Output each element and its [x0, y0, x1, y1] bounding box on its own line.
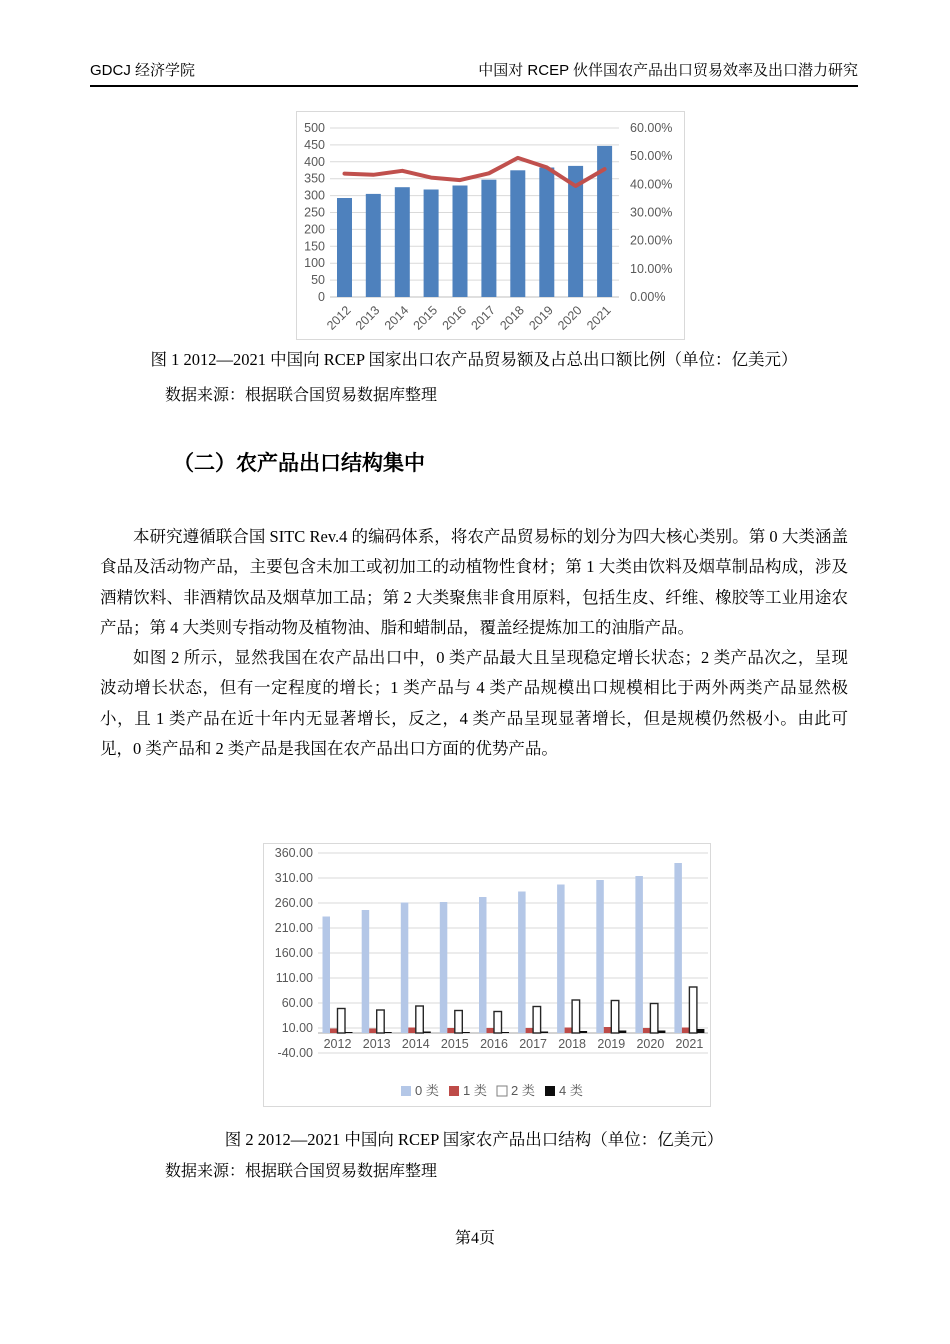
paragraph-1: 本研究遵循联合国 SITC Rev.4 的编码体系，将农产品贸易标的划分为四大核心类别。第 0 大类涵盖食品及活动物产品，主要包含未加工或初加工的动植物性食材；第 1 大类由饮料及烟草制品构成，涉及酒精饮料、非酒精饮品及烟草加工品；第 2 大类聚焦非食用原料，包括生皮、纤维、橡胶等工业用途农产品；第 4 大类则专指动物及植物油、脂和蜡制品，覆盖经提炼加工的油脂产品。 [100, 527, 848, 637]
figure2-caption: 图 2 2012—2021 中国向 RCEP 国家农产品出口结构（单位：亿美元） [224, 1130, 724, 1149]
svg-text:2 类: 2 类 [511, 1083, 535, 1098]
svg-text:2018: 2018 [558, 1037, 587, 1051]
svg-text:150: 150 [304, 239, 325, 254]
section-heading: （二）农产品出口结构集中 [173, 452, 425, 475]
svg-text:2013: 2013 [352, 303, 383, 333]
svg-text:200: 200 [304, 222, 325, 237]
svg-text:2013: 2013 [362, 1037, 391, 1051]
svg-text:2015: 2015 [410, 303, 441, 333]
svg-text:2016: 2016 [439, 303, 470, 333]
page-number: 第4页 [454, 1230, 495, 1247]
svg-text:10.00%: 10.00% [630, 261, 673, 276]
header-right-text: 中国对 RCEP 伙伴国农产品出口贸易效率及出口潜力研究 [478, 62, 858, 79]
svg-text:2017: 2017 [519, 1037, 548, 1051]
svg-text:110.00: 110.00 [275, 971, 313, 985]
figure1-chart [296, 111, 685, 340]
svg-text:10.00: 10.00 [281, 1021, 313, 1035]
svg-text:2019: 2019 [597, 1037, 626, 1051]
svg-text:350: 350 [304, 171, 325, 186]
svg-text:2014: 2014 [381, 303, 412, 333]
svg-text:250: 250 [304, 205, 325, 220]
svg-text:2012: 2012 [324, 303, 354, 333]
svg-text:210.00: 210.00 [274, 921, 313, 935]
paragraph-2: 如图 2 所示，显然我国在农产品出口中，0 类产品最大且呈现稳定增长状态；2 类产品次之，呈现波动增长状态，但有一定程度的增长；1 类产品与 4 类产品规模出口规模相比于两外两类产品显然极小，且 1 类产品在近十年内无显著增长，反之，4 类产品呈现显著增长，但是规模仍然极小。由此可见，0 类产品和 2 类产品是我国在农产品出口方面的优势产品。 [100, 648, 849, 759]
svg-text:2017: 2017 [468, 303, 499, 333]
svg-text:310.00: 310.00 [274, 871, 313, 885]
svg-text:-40.00: -40.00 [277, 1046, 313, 1060]
svg-text:50.00%: 50.00% [630, 149, 673, 164]
svg-text:50: 50 [311, 273, 325, 288]
svg-text:500: 500 [304, 121, 325, 135]
svg-text:360.00: 360.00 [274, 846, 313, 860]
svg-text:20.00%: 20.00% [630, 233, 673, 248]
svg-text:400: 400 [304, 154, 325, 169]
body-text [100, 522, 848, 764]
svg-text:2021: 2021 [584, 303, 614, 333]
figure2-chart-svg [264, 844, 708, 1104]
svg-text:40.00%: 40.00% [630, 177, 673, 192]
svg-text:60.00%: 60.00% [630, 121, 673, 135]
svg-text:260.00: 260.00 [274, 896, 313, 910]
svg-text:300: 300 [304, 188, 325, 203]
figure2-source: 数据来源：根据联合国贸易数据库整理 [165, 1163, 438, 1180]
svg-text:2015: 2015 [440, 1037, 469, 1051]
figure1-caption: 图 1 2012—2021 中国向 RCEP 国家出口农产品贸易额及占总出口额比例（单位：亿美元） [150, 350, 798, 369]
svg-text:450: 450 [304, 137, 325, 152]
svg-text:60.00: 60.00 [281, 996, 313, 1010]
header-left-text: GDCJ 经济学院 [90, 62, 196, 79]
svg-text:2019: 2019 [526, 303, 556, 333]
svg-text:2020: 2020 [555, 303, 585, 333]
svg-text:0: 0 [318, 290, 325, 304]
figure1-chart-svg [297, 112, 682, 337]
svg-text:2012: 2012 [323, 1037, 352, 1051]
svg-text:1 类: 1 类 [463, 1083, 487, 1098]
svg-text:2016: 2016 [480, 1037, 508, 1051]
svg-text:2021: 2021 [675, 1037, 704, 1051]
svg-text:0.00%: 0.00% [630, 290, 666, 304]
figure1-source: 数据来源：根据联合国贸易数据库整理 [165, 387, 438, 404]
svg-text:160.00: 160.00 [274, 946, 313, 960]
svg-text:30.00%: 30.00% [630, 205, 673, 220]
svg-text:2014: 2014 [401, 1037, 430, 1051]
svg-text:4 类: 4 类 [559, 1083, 583, 1098]
page-header [90, 55, 858, 87]
svg-text:2018: 2018 [497, 303, 527, 333]
svg-text:100: 100 [304, 256, 325, 271]
svg-text:2020: 2020 [636, 1037, 665, 1051]
svg-text:0 类: 0 类 [415, 1083, 439, 1098]
figure2-chart [263, 843, 711, 1107]
